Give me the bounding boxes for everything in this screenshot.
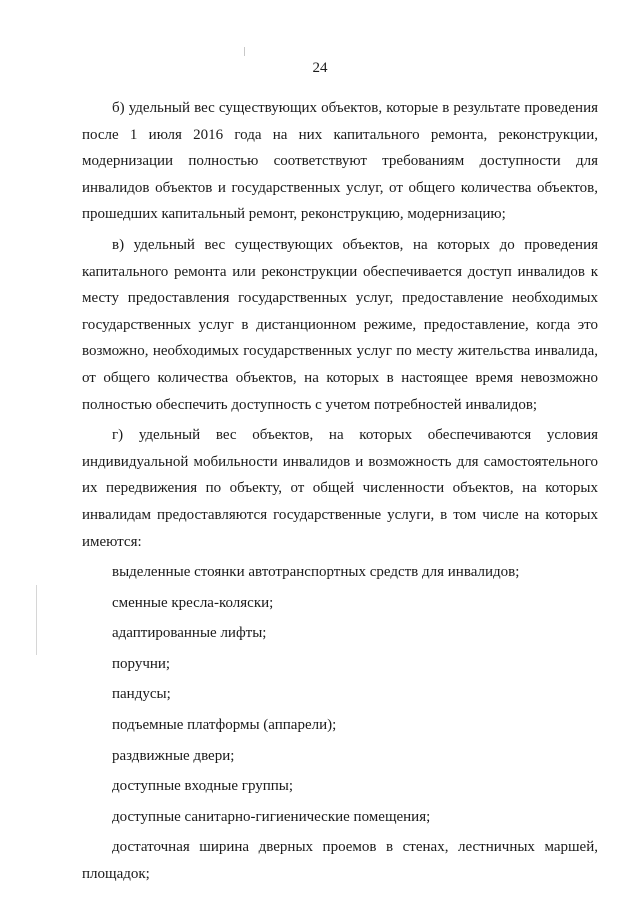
paragraph-v: в) удельный вес существующих объектов, на которых до проведения капитального ремонта или реконструкции обеспечивается доступ инвалидов к месту предоставления государственных услуг, предоставление необходимых государственных услуг в дистанционном режиме, предоставление, когда это возможно, необходимых государственных услуг по месту жительства инвалида, от общего количества объектов, на которых в настоящее время невозможно полностью обеспечить доступность с учетом потребностей инвалидов; [82,236,598,413]
list-item-sliding-doors: раздвижные двери; [112,747,235,764]
paragraph-b: б) удельный вес существующих объектов, которые в результате проведения после 1 июля 2016 года на них капитального ремонта, реконструкции, модернизации полностью соответствуют требованиям доступности для инвалидов объектов и государственных услуг, от общего количества объектов, прошедших капитальный ремонт, реконструкцию, модернизацию; [82,100,598,223]
list-item-sanitary: доступные санитарно-гигиенические помещения; [112,808,431,825]
list-item-wheelchairs: сменные кресла-коляски; [112,594,274,611]
list-item-parking: выделенные стоянки автотранспортных средств для инвалидов; [112,564,520,581]
paragraph-g: г) удельный вес объектов, на которых обеспечиваются условия индивидуальной мобильности инвалидов и возможность для самостоятельного их передвижения по объекту, от общей численности объектов, на которых инвалидам предоставляются государственные услуги, в том числе на которых имеются: [82,427,598,550]
binding-edge-mark [36,585,37,655]
list-item-lifts: адаптированные лифты; [112,625,267,642]
list-item-platforms: подъемные платформы (аппарели); [112,717,337,734]
list-item-door-width: достаточная ширина дверных проемов в стенах, лестничных маршей, площадок; [82,839,598,883]
list-item-handrails: поручни; [112,655,171,672]
list-item-ramps: пандусы; [112,686,171,703]
document-body [82,95,598,888]
list-item-entrances: доступные входные группы; [112,778,294,795]
page-number: 24 [312,60,328,76]
scan-artifact-mark [244,47,245,56]
